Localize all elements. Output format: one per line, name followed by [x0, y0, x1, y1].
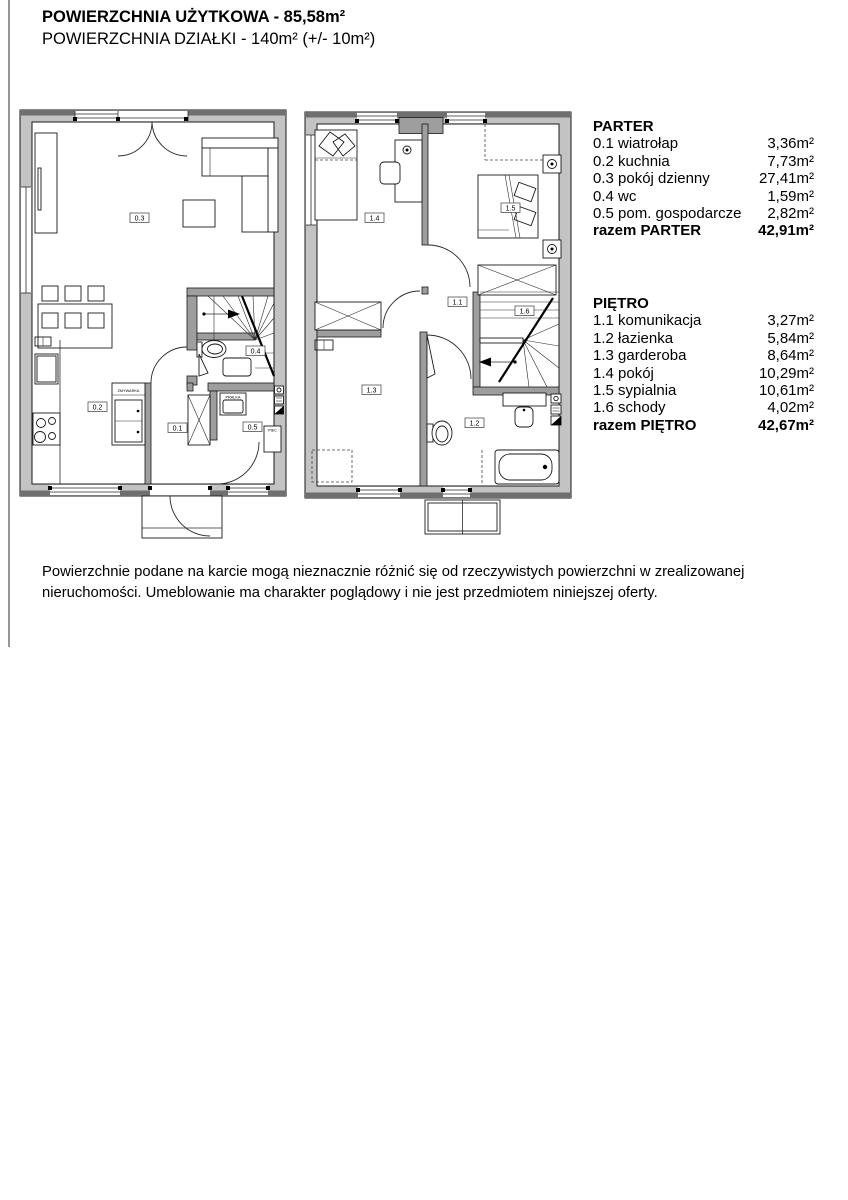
room-label-0-3: 0.3 — [134, 215, 145, 223]
pietro-door-arcs — [383, 245, 471, 379]
legend-row — [593, 135, 814, 152]
boiler-icon — [264, 426, 281, 452]
dishwasher-label: ZMYWARKA — [117, 389, 140, 393]
legend-row — [593, 205, 814, 222]
room-label-0-4: 0.4 — [250, 348, 261, 356]
washing-machine-icon — [220, 393, 246, 415]
room-label-0-2: 0.2 — [92, 404, 103, 412]
skylight-icon — [425, 500, 500, 534]
room-name: 1.6 schody — [593, 399, 666, 417]
room-label-0-1: 0.1 — [172, 425, 183, 433]
room-name: 0.2 kuchnia — [593, 152, 670, 170]
title-usable-area: POWIERZCHNIA UŻYTKOWA - 85,58m² — [42, 8, 346, 26]
bathtub-icon — [482, 450, 559, 484]
legend-row — [593, 347, 814, 364]
total-area: 42,91m² — [758, 222, 814, 240]
room-name: 0.4 wc — [593, 187, 637, 205]
room-name: 0.3 pokój dzienny — [593, 170, 710, 188]
legend-row — [593, 399, 814, 416]
room-name: 1.2 łazienka — [593, 329, 674, 347]
garderoba-shelf-icon — [312, 340, 352, 482]
legend-row — [593, 170, 814, 187]
room-label-0-5: 0.5 — [247, 424, 258, 432]
pietro-floor-plan — [303, 110, 573, 550]
washer-label: PRALKA — [225, 395, 241, 400]
legend-parter — [593, 118, 814, 240]
disclaimer-line-2: nieruchomości. Umeblowanie ma charakter poglądowy i nie jest przedmiotem niniejszej oferty. — [42, 584, 658, 601]
legend-row — [593, 188, 814, 205]
dining-table-icon — [38, 286, 112, 348]
legend-parter-total — [593, 222, 814, 239]
room-label-1-2: 1.2 — [469, 420, 480, 428]
total-name: razem PARTER — [593, 222, 702, 240]
legend-parter-title: PARTER — [593, 118, 654, 135]
toilet-icon — [197, 341, 226, 358]
room-area: 2,82m² — [767, 205, 814, 223]
room-area: 8,64m² — [767, 347, 814, 365]
room-area: 3,36m² — [767, 135, 814, 153]
room-area: 1,59m² — [767, 187, 814, 205]
sofa-icon — [202, 138, 278, 232]
room-name: 1.1 komunikacja — [593, 312, 702, 330]
boiler-label: PIEC — [268, 428, 277, 433]
french-door-icon — [118, 122, 187, 156]
corridor-wardrobe-icon — [315, 302, 381, 330]
total-area: 42,67m² — [758, 416, 814, 434]
upper-toilet-icon — [427, 421, 452, 445]
room-name: 1.4 pokój — [593, 364, 654, 382]
wc-door-leaf-icon — [199, 354, 251, 376]
stove-icon — [33, 413, 60, 445]
room-area: 7,73m² — [767, 152, 814, 170]
parter-floor-plan — [18, 108, 288, 548]
kitchen-counter-icon — [35, 337, 60, 484]
electrical-panel-icon — [275, 386, 284, 414]
room-label-1-4: 1.4 — [369, 215, 380, 223]
room-area: 4,02m² — [767, 399, 814, 417]
room-area: 10,61m² — [758, 382, 814, 400]
single-bed-icon — [315, 130, 357, 220]
parter-interior-walls — [145, 288, 274, 484]
nightstand-icon — [543, 155, 561, 258]
cabinet-icon — [35, 133, 57, 233]
room-area: 3,27m² — [767, 312, 814, 330]
room-name: 0.5 pom. gospodarcze — [593, 205, 742, 223]
legend-row — [593, 330, 814, 347]
room-name: 0.1 wiatrołap — [593, 135, 679, 153]
legend-pietro — [593, 295, 814, 434]
legend-pietro-total — [593, 417, 814, 434]
room-name: 1.5 sypialnia — [593, 382, 677, 400]
page-left-border — [8, 0, 10, 647]
room-label-1-1: 1.1 — [452, 299, 463, 307]
sink-icon — [503, 393, 546, 427]
legend-row — [593, 365, 814, 382]
title-plot-area: POWIERZCHNIA DZIAŁKI - 140m² (+/- 10m²) — [42, 29, 376, 48]
legend-row — [593, 382, 814, 399]
desk-icon — [380, 140, 422, 202]
legend-row — [593, 312, 814, 329]
disclaimer — [42, 562, 766, 603]
legend-pietro-title: PIĘTRO — [593, 295, 649, 312]
room-label-1-3: 1.3 — [366, 387, 377, 395]
coffee-table-icon — [183, 200, 215, 227]
hall-wardrobe-icon — [188, 395, 210, 445]
bathroom-electrical-panel-icon — [551, 394, 561, 425]
room-name: 1.3 garderoba — [593, 347, 687, 365]
total-name: razem PIĘTRO — [593, 416, 697, 434]
room-label-1-5: 1.5 — [505, 205, 516, 213]
room-area: 27,41m² — [758, 170, 814, 188]
bedroom-wardrobe-icon — [478, 265, 556, 295]
room-area: 10,29m² — [758, 364, 814, 382]
room-label-1-6: 1.6 — [519, 308, 530, 316]
room-area: 5,84m² — [767, 329, 814, 347]
entry-porch — [142, 496, 222, 538]
dishwasher-icon — [112, 383, 145, 445]
legend-row — [593, 153, 814, 170]
disclaimer-line-1: Powierzchnie podane na karcie mogą nieznacznie różnić się od rzeczywistych powierzchni w zrealizowanej — [42, 564, 745, 580]
page-title — [42, 7, 375, 50]
